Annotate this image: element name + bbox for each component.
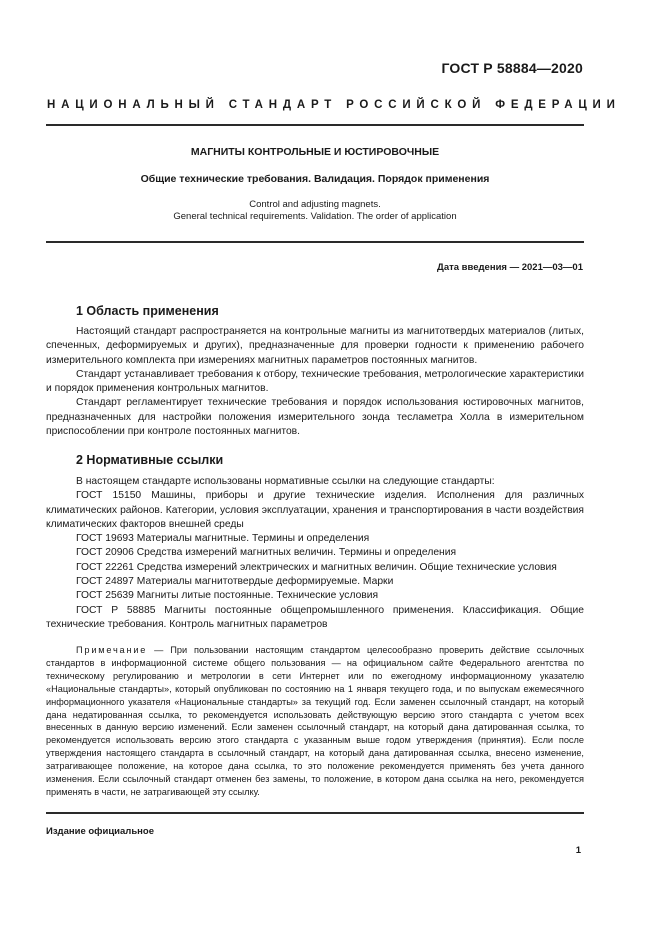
section-1-heading: 1 Область применения [76,304,219,318]
section-1-body [46,325,584,439]
note-paragraph [46,644,584,799]
reference-item: ГОСТ Р 58885 Магниты постоянные общепромышленного применения. Классификация. Общие технические требования. Контроль магнитных параметров [46,604,584,630]
document-subtitle: Общие технические требования. Валидация. Порядок применения [140,173,490,185]
paragraph: Стандарт регламентирует технические требования и порядок использования юстировочных магнитов, предназначенных для настройки положения измерительного зонда тесламетра Холла в измерительном приспособлении при контроле постоянных магнитов. [46,397,584,438]
note-label: Примечание [76,645,148,655]
section-2-body [46,475,584,632]
reference-item: ГОСТ 15150 Машины, приборы и другие технические изделия. Исполнения для различных климатических районов. Категории, условия эксплуатации, хранения и транспортирования в части воздействия климатических факторов внешней среды [46,490,584,530]
english-title-line-2: General technical requirements. Validation. The order of application [173,211,457,222]
reference-item: ГОСТ 25639 Магниты литые постоянные. Технические условия [76,590,379,602]
bottom-divider [46,812,584,814]
english-title [46,199,584,223]
english-title-line-1: Control and adjusting magnets. [249,199,381,210]
top-divider [46,124,584,126]
reference-item: ГОСТ 20906 Средства измерений магнитных величин. Термины и определения [76,547,457,559]
note-text: — При пользовании настоящим стандартом целесообразно проверить действие ссылочных стандартов в информационной системе общего пользования — на официальном сайте Федерального агентства по техническому регулированию и метрологии в сети Интернет или по ежегодному информационному указателю «Национальные стандарты», который опубликован по состоянию на 1 января текущего года, и по выпускам ежемесячного информационного указателя «Национальные стандарты» за текущий год. Если заменен ссылочный стандарт, на который дана недатированная ссылка, то рекомендуется использовать действующую версию этого стандарта с учетом всех внесенных в данную версию изменений. Если заменен ссылочный стандарт, на который дана датированная ссылка, то рекомендуется использовать версию этого стандарта с указанным выше годом утверждения (принятия). Если после утверждения настоящего стандарта в ссылочный стандарт, на который дана датированная ссылка, внесено изменение, затрагивающее положение, на которое дана ссылка, то это положение рекомендуется применять без учета данного изменения. Если ссылочный стандарт отменен без замены, то положение, в котором дана ссылка на него, рекомендуется применять в части, не затрагивающей эту ссылку. [46,645,584,797]
national-standard-banner: НАЦИОНАЛЬНЫЙ СТАНДАРТ РОССИЙСКОЙ ФЕДЕРАЦИИ [47,99,621,111]
page-number: 1 [575,845,581,856]
paragraph: В настоящем стандарте использованы нормативные ссылки на следующие стандарты: [76,476,495,487]
reference-item: ГОСТ 19693 Материалы магнитные. Термины и определения [76,533,370,545]
standard-number: ГОСТ Р 58884—2020 [441,60,583,76]
note [46,644,584,799]
middle-divider [46,241,584,243]
reference-item: ГОСТ 22261 Средства измерений электрических и магнитных величин. Общие технические условия [76,561,557,573]
introduction-date: Дата введения — 2021—03—01 [437,262,583,273]
official-edition-label: Издание официальное [46,826,154,837]
paragraph: Стандарт устанавливает требования к отбору, технические требования, метрологические характеристики и порядок применения контрольных магнитов. [46,368,584,395]
paragraph: Настоящий стандарт распространяется на контрольные магниты из магнитотвердых материалов (литых, спеченных, деформируемых и других), предназначенные для проверки годности к применению рабочего измерительного комплекта при измерениях магнитных параметров постоянных магнитов. [46,326,584,366]
reference-item: ГОСТ 24897 Материалы магнитотвердые деформируемые. Марки [76,576,394,588]
document-title: МАГНИТЫ КОНТРОЛЬНЫЕ И ЮСТИРОВОЧНЫЕ [190,146,440,158]
section-2-heading: 2 Нормативные ссылки [76,453,224,467]
